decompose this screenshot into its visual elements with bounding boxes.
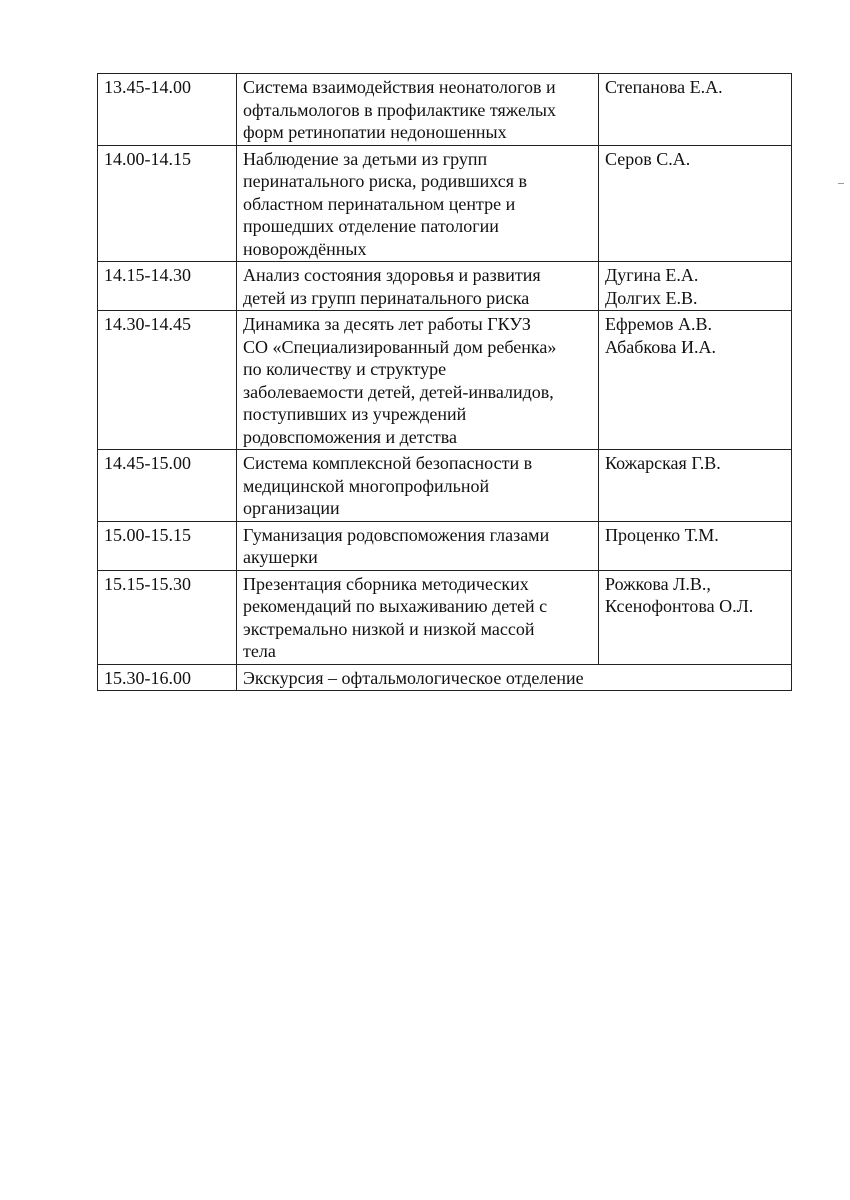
topic-cell: Система комплексной безопасности в медицинской многопрофильной организации bbox=[237, 450, 599, 522]
table-row bbox=[98, 450, 792, 522]
table-row bbox=[98, 311, 792, 450]
topic-cell: Система взаимодействия неонатологов и офтальмологов в профилактике тяжелых форм ретинопатии недоношенных bbox=[237, 74, 599, 146]
table-row bbox=[98, 74, 792, 146]
topic-cell: Динамика за десять лет работы ГКУЗ СО «Специализированный дом ребенка» по количеству и структуре заболеваемости детей, детей-инвалидов, поступивших из учреждений родовспоможения и детства bbox=[237, 311, 599, 450]
time-cell: 15.15-15.30 bbox=[98, 570, 237, 664]
table-row bbox=[98, 570, 792, 664]
speaker-cell: Серов С.А. bbox=[599, 145, 792, 262]
speaker-cell: Ефремов А.В. Абабкова И.А. bbox=[599, 311, 792, 450]
table-row bbox=[98, 521, 792, 570]
table-row bbox=[98, 664, 792, 691]
time-cell: 14.00-14.15 bbox=[98, 145, 237, 262]
topic-cell: Презентация сборника методических рекомендаций по выхаживанию детей с экстремально низкой и низкой массой тела bbox=[237, 570, 599, 664]
time-cell: 14.30-14.45 bbox=[98, 311, 237, 450]
table-row bbox=[98, 145, 792, 262]
speaker-cell: Степанова Е.А. bbox=[599, 74, 792, 146]
speaker-cell: Дугина Е.А. Долгих Е.В. bbox=[599, 262, 792, 311]
time-cell: 14.15-14.30 bbox=[98, 262, 237, 311]
time-cell: 13.45-14.00 bbox=[98, 74, 237, 146]
time-cell: 15.30-16.00 bbox=[98, 664, 237, 691]
topic-cell-merged: Экскурсия – офтальмологическое отделение bbox=[237, 664, 792, 691]
scan-mark bbox=[838, 183, 844, 184]
program-table bbox=[97, 73, 792, 691]
topic-cell: Наблюдение за детьми из групп перинатального риска, родившихся в областном перинатальном центре и прошедших отделение патологии новорождённых bbox=[237, 145, 599, 262]
speaker-cell: Проценко Т.М. bbox=[599, 521, 792, 570]
speaker-cell: Кожарская Г.В. bbox=[599, 450, 792, 522]
time-cell: 14.45-15.00 bbox=[98, 450, 237, 522]
topic-cell: Гуманизация родовспоможения глазами акушерки bbox=[237, 521, 599, 570]
topic-cell: Анализ состояния здоровья и развития детей из групп перинатального риска bbox=[237, 262, 599, 311]
table-row bbox=[98, 262, 792, 311]
speaker-cell: Рожкова Л.В., Ксенофонтова О.Л. bbox=[599, 570, 792, 664]
time-cell: 15.00-15.15 bbox=[98, 521, 237, 570]
